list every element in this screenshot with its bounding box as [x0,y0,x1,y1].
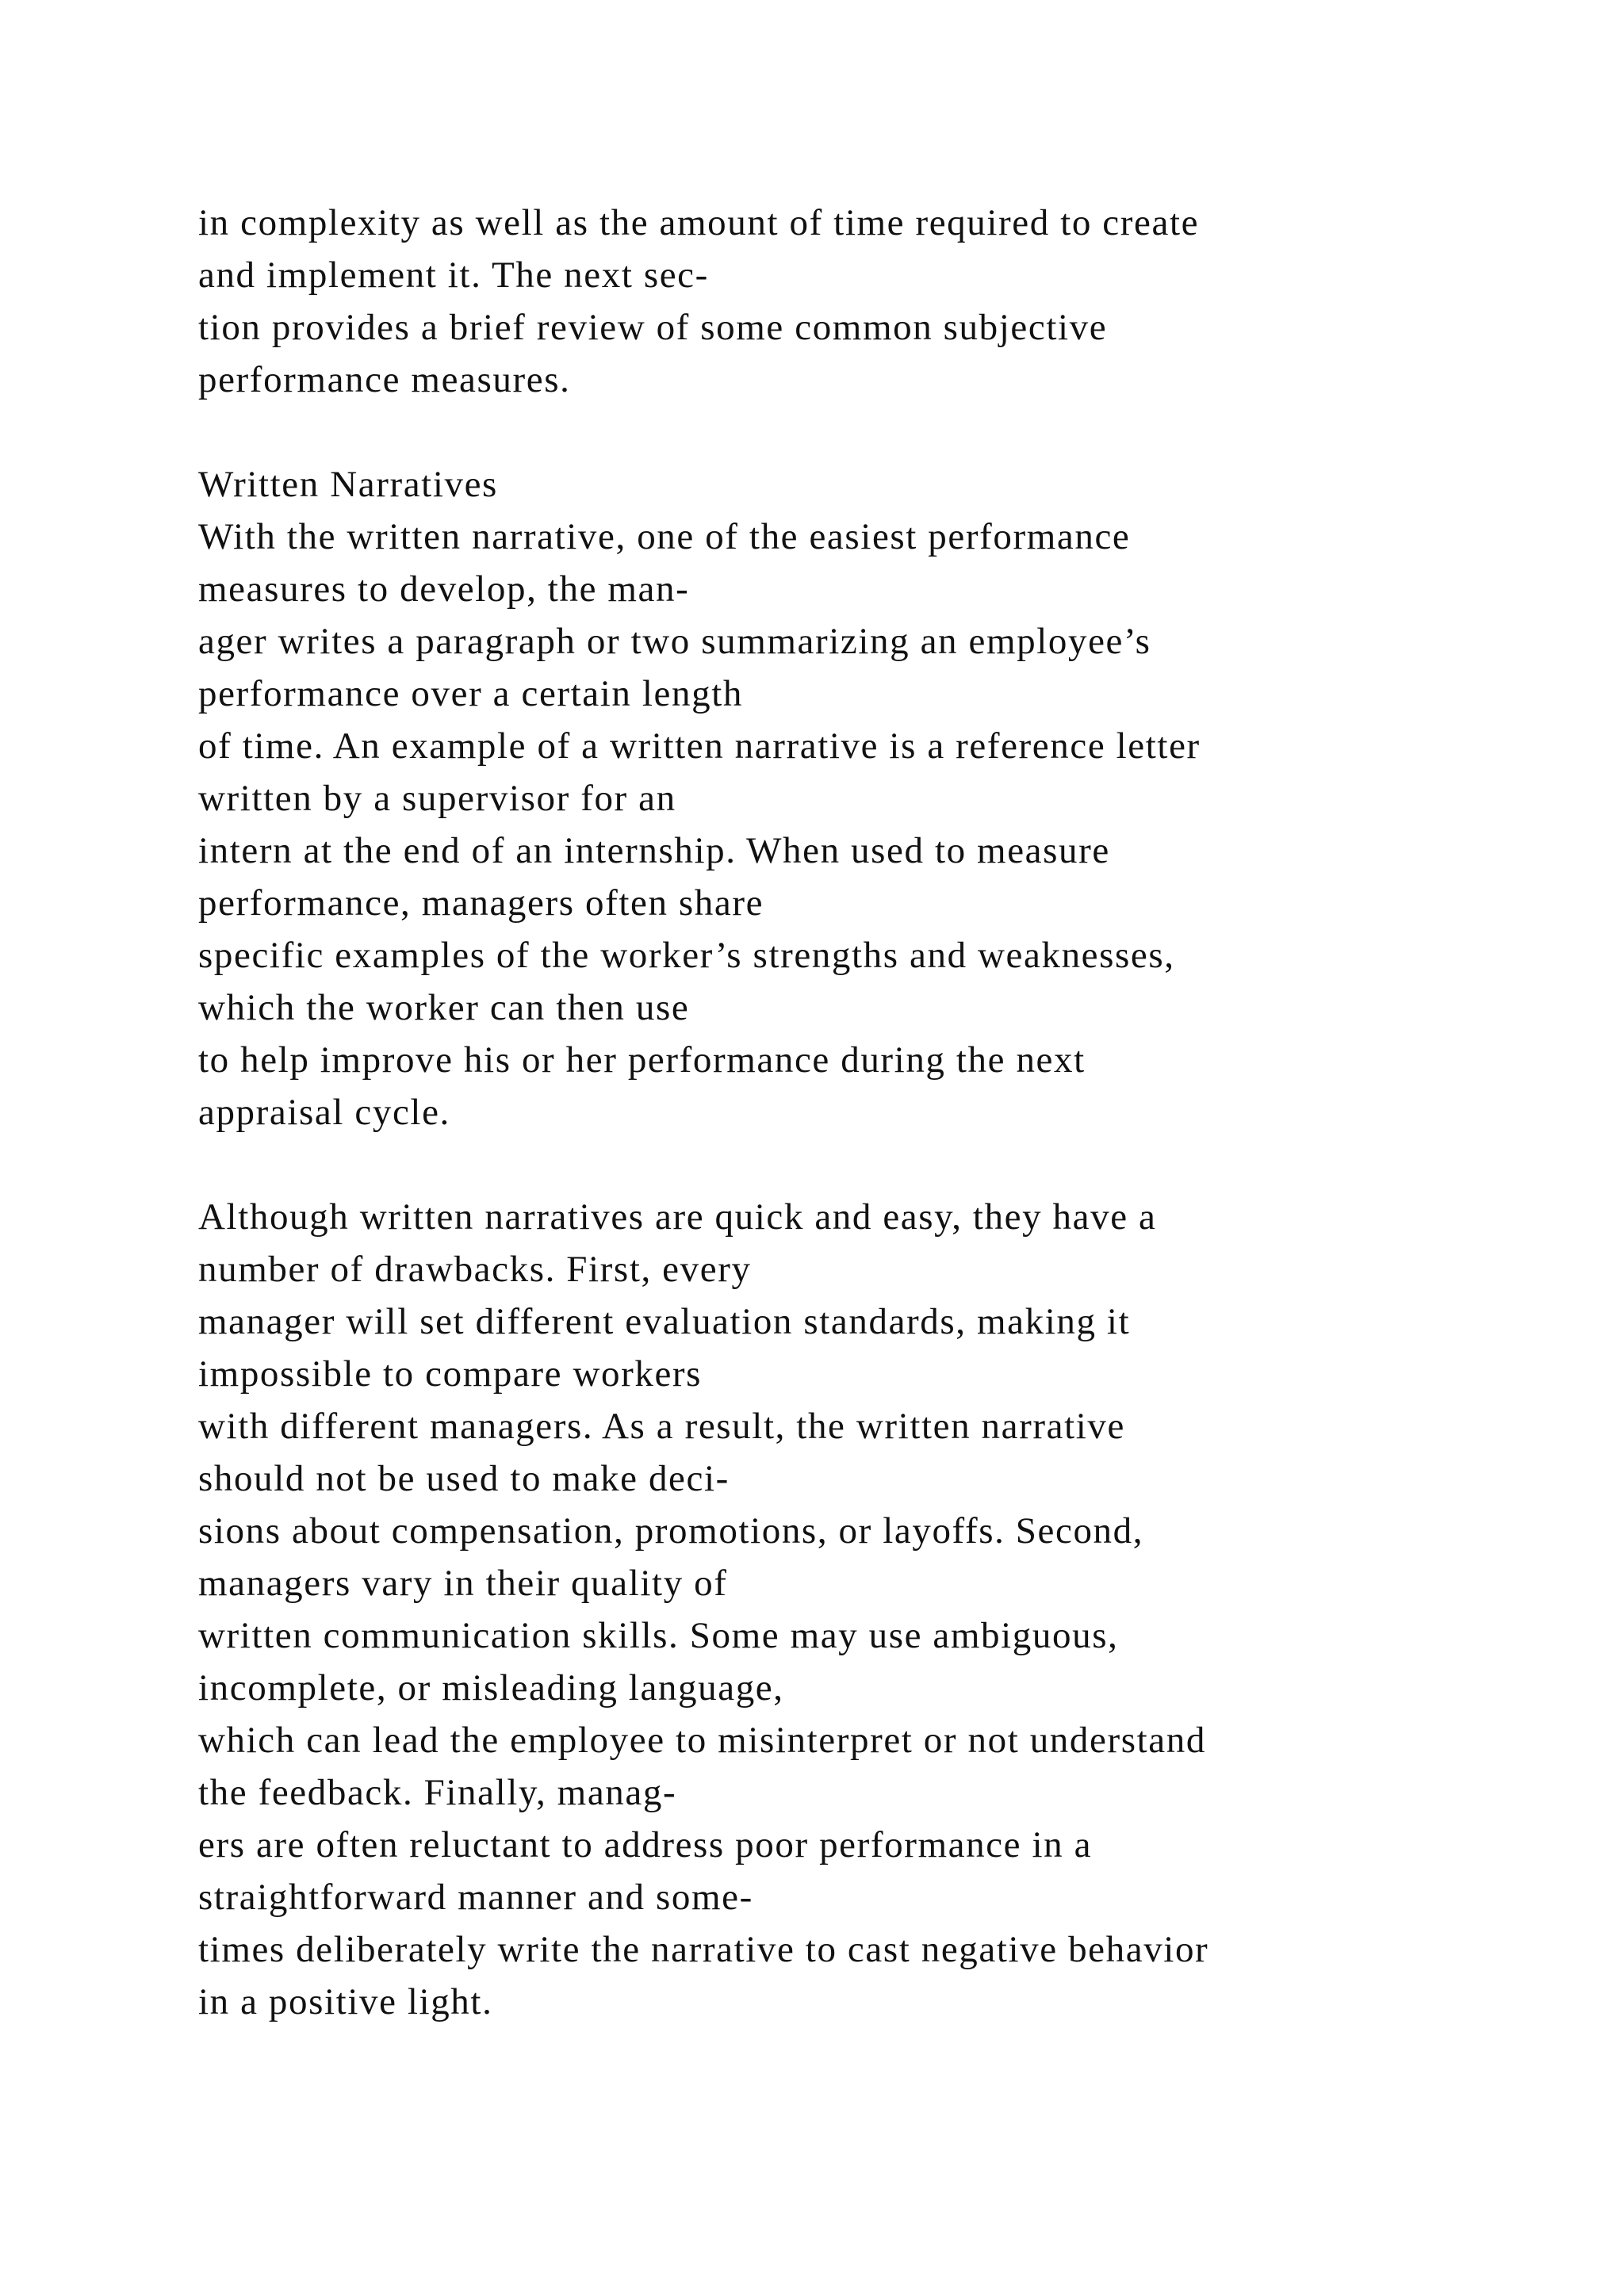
text-line: performance measures. [198,359,571,400]
text-line: ager writes a paragraph or two summarizing an employee’s [198,621,1151,662]
text-line: sions about compensation, promotions, or layoffs. Second, [198,1510,1144,1552]
text-line: ers are often reluctant to address poor performance in a [198,1824,1093,1866]
paragraph-intro [198,197,1610,406]
text-line: in complexity as well as the amount of time required to create [198,202,1200,243]
text-line: which can lead the employee to misinterpret or not understand [198,1720,1206,1761]
text-line: written by a supervisor for an [198,778,676,819]
text-line: times deliberately write the narrative to cast negative behavior [198,1929,1209,1970]
paragraph-written-narratives [198,458,1610,1138]
text-line: with different managers. As a result, the written narrative [198,1406,1125,1447]
text-line: straightforward manner and some- [198,1877,753,1918]
text-line: written communication skills. Some may use ambiguous, [198,1615,1119,1656]
text-line: to help improve his or her performance during the next [198,1039,1086,1081]
text-line: intern at the end of an internship. When used to measure [198,830,1110,871]
text-line: incomplete, or misleading language, [198,1667,784,1709]
text-line: measures to develop, the man- [198,568,690,610]
text-line: Although written narratives are quick and easy, they have a [198,1196,1157,1238]
paragraph-drawbacks [198,1191,1610,2028]
text-line: which the worker can then use [198,987,690,1028]
text-line: number of drawbacks. First, every [198,1249,752,1290]
text-line: specific examples of the worker’s strengths and weaknesses, [198,935,1175,976]
text-line: of time. An example of a written narrative is a reference letter [198,725,1201,767]
text-line: and implement it. The next sec- [198,254,709,296]
document-body [198,197,1610,2028]
section-heading: Written Narratives [198,464,498,505]
text-line: With the written narrative, one of the easiest performance [198,516,1131,557]
paragraph-spacer [198,1138,1610,1191]
text-line: the feedback. Finally, manag- [198,1772,677,1813]
text-line: performance, managers often share [198,882,764,924]
text-line: appraisal cycle. [198,1092,450,1133]
text-line: tion provides a brief review of some common subjective [198,307,1108,348]
text-line: managers vary in their quality of [198,1563,728,1604]
text-line: manager will set different evaluation standards, making it [198,1301,1131,1342]
paragraph-spacer [198,406,1610,458]
text-line: impossible to compare workers [198,1353,703,1395]
text-line: performance over a certain length [198,673,743,714]
text-line: should not be used to make deci- [198,1458,730,1499]
text-line: in a positive light. [198,1981,493,2022]
